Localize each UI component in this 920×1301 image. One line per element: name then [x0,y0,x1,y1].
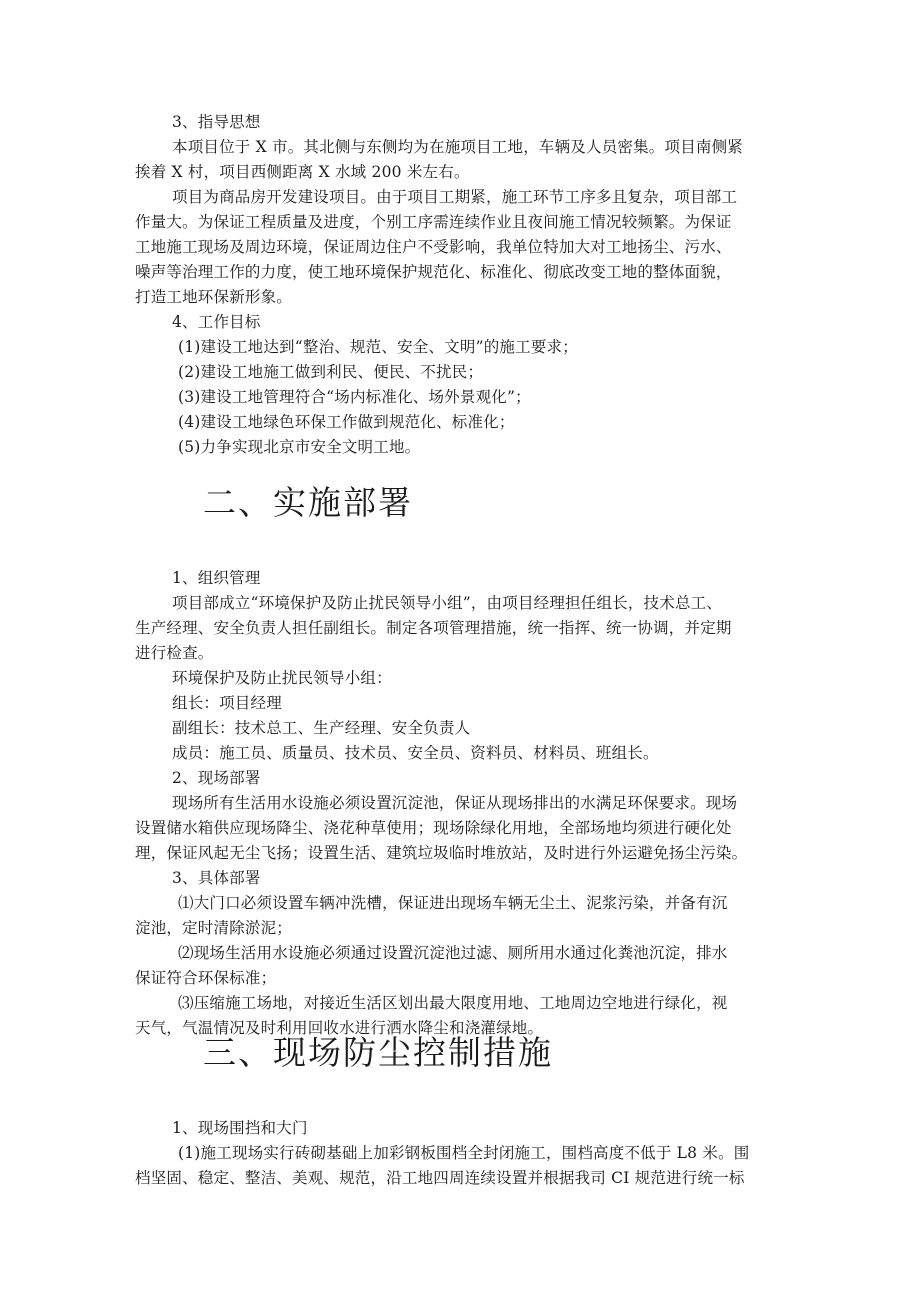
paragraph-line: ⑶压缩施工场地，对接近生活区划出最大限度用地、工地周边空地进行绿化，视 [178,994,728,1012]
paragraph-line: 天气，气温情况及时利用回收水进行洒水降尘和浇灌绿地。 [135,1019,544,1037]
paragraph-line: 项目为商品房开发建设项目。由于项目工期紧，施工环节工序多且复杂，项目部工 [172,188,738,206]
section-heading: 三、现场防尘控制措施 [203,1033,553,1072]
fence-title: 1、现场围挡和大门 [172,1119,308,1137]
group-title: 环境保护及防止扰民领导小组： [172,669,392,687]
paragraph-line: 挨着 X 村，项目西侧距离 X 水域 200 米左右。 [135,163,470,181]
goal-item: (4)建设工地绿色环保工作做到规范化、标准化； [178,413,515,431]
paragraph-line: ⑴大门口必须设置车辆冲洗槽，保证进出现场车辆无尘土、泥浆污染，并备有沉 [178,894,728,912]
paragraph-line: 现场所有生活用水设施必须设置沉淀池，保证从现场排出的水满足环保要求。现场 [172,794,738,812]
goal-title: 4、工作目标 [172,313,261,331]
goal-item: (5)力争实现北京市安全文明工地。 [178,438,421,456]
vice-leader-line: 副组长：技术总工、生产经理、安全负责人 [172,719,471,737]
paragraph-line: 噪声等治理工作的力度，使工地环境保护规范化、标准化、彻底改变工地的整体面貌， [135,263,732,281]
leader-line: 组长：项目经理 [172,694,282,712]
goal-item: (1)建设工地达到“整治、规范、安全、文明”的施工要求； [178,338,578,356]
paragraph-line: 进行检查。 [135,644,214,662]
section-heading: 二、实施部署 [203,483,413,522]
paragraph-line: 项目部成立“环境保护及防止扰民领导小组”，由项目经理担任组长，技术总工、 [172,594,723,612]
detail-title: 3、具体部署 [172,869,261,887]
paragraph-line: 理，保证风起无尘飞扬；设置生活、建筑垃圾临时堆放站，及时进行外运避免扬尘污染。 [135,844,748,862]
paragraph-line: 工地施工现场及周边环境，保证周边住户不受影响，我单位特加大对工地扬尘、污水、 [135,238,732,256]
org-title: 1、组织管理 [172,569,261,587]
paragraph-line: 打造工地环保新形象。 [135,288,293,306]
goal-item: (3)建设工地管理符合“场内标准化、场外景观化”； [178,388,531,406]
paragraph-line: 档坚固、稳定、整洁、美观、规范，沿工地四周连续设置并根据我司 CI 规范进行统一标 [135,1169,745,1187]
paragraph-line: 作量大。为保证工程质量及进度，个别工序需连续作业且夜间施工情况较频繁。为保证 [135,213,732,231]
members-line: 成员：施工员、质量员、技术员、安全员、资料员、材料员、班组长。 [172,744,659,762]
site-title: 2、现场部署 [172,769,261,787]
paragraph-line: ⑵现场生活用水设施必须通过设置沉淀池过滤、厕所用水通过化粪池沉淀，排水 [178,944,728,962]
paragraph-line: 淀池，定时清除淤泥； [135,919,293,937]
paragraph-line: (1)施工现场实行砖砌基础上加彩钢板围档全封闭施工，围档高度不低于 L8 米。围 [178,1144,750,1162]
paragraph-line: 保证符合环保标准； [135,969,277,987]
paragraph-line: 本项目位于 X 市。其北侧与东侧均为在施项目工地，车辆及人员密集。项目南侧紧 [172,138,743,156]
paragraph-line: 设置储水箱供应现场降尘、浇花种草使用；现场除绿化用地，全部场地均须进行硬化处 [135,819,732,837]
guide-title: 3、指导思想 [172,113,261,131]
paragraph-line: 生产经理、安全负责人担任副组长。制定各项管理措施，统一指挥、统一协调，并定期 [135,619,732,637]
goal-item: (2)建设工地施工做到利民、便民、不扰民； [178,363,484,381]
